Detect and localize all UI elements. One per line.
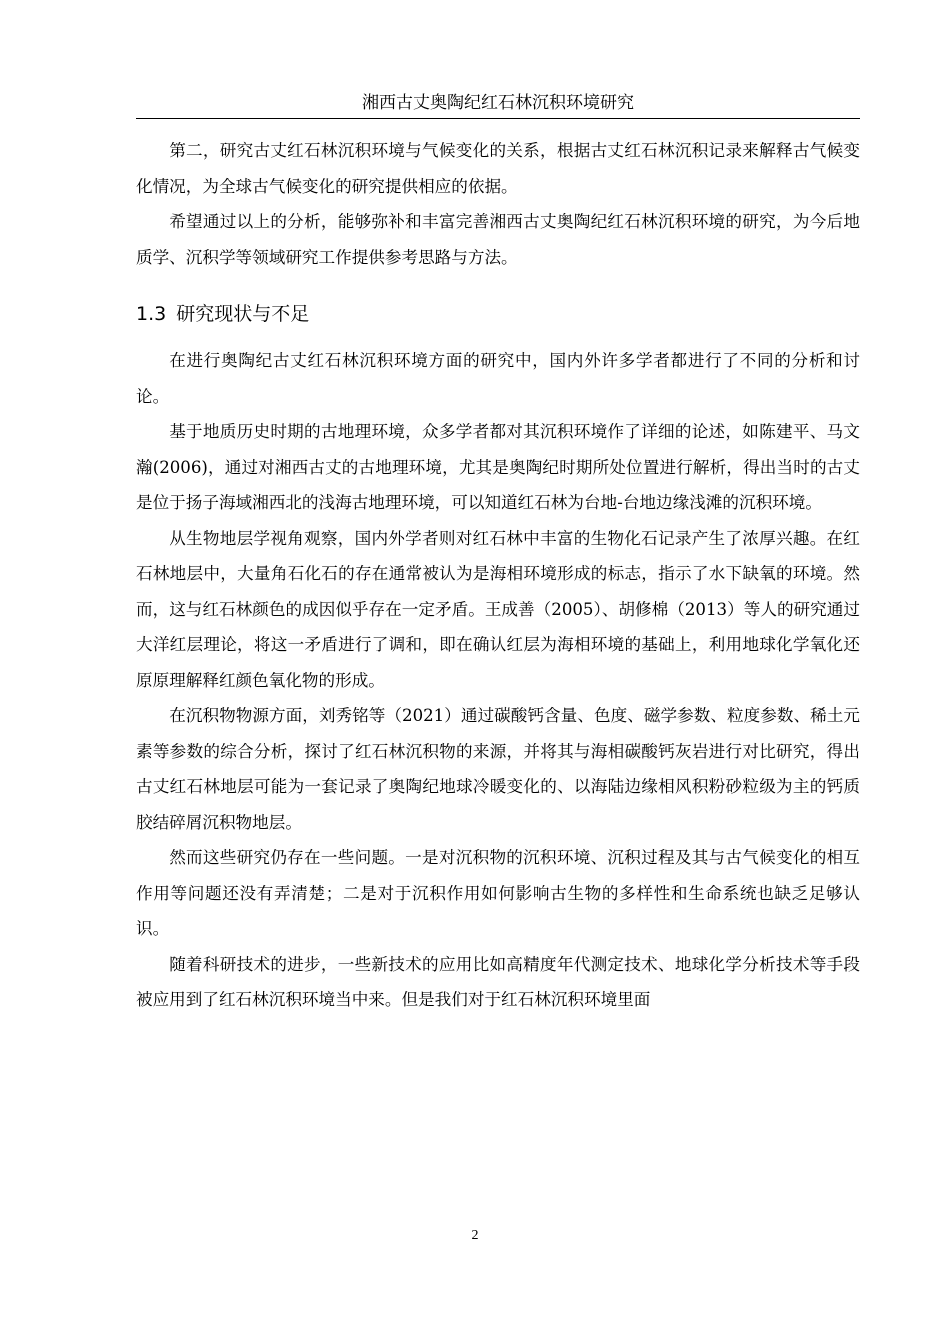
page-number: 2	[471, 1228, 479, 1243]
paragraph: 基于地质历史时期的古地理环境，众多学者都对其沉积环境作了详细的论述，如陈建平、马文瀚(2006)，通过对湘西古丈的古地理环境，尤其是奥陶纪时期所处位置进行解析，得出当时的古丈是位于扬子海域湘西北的浅海古地理环境，可以知道红石林为台地-台地边缘浅滩的沉积环境。	[136, 422, 860, 512]
paragraph: 随着科研技术的进步，一些新技术的应用比如高精度年代测定技术、地球化学分析技术等手段被应用到了红石林沉积环境当中来。但是我们对于红石林沉积环境里面	[136, 954, 860, 1009]
paragraph: 从生物地层学视角观察，国内外学者则对红石林中丰富的生物化石记录产生了浓厚兴趣。在红石林地层中，大量角石化石的存在通常被认为是海相环境形成的标志，指示了水下缺氧的环境。然而，这与红石林颜色的成因似乎存在一定矛盾。王成善（2005）、胡修棉（2013）等人的研究通过大洋红层理论，将这一矛盾进行了调和，即在确认红层为海相环境的基础上，利用地球化学氧化还原原理解释红颜色氧化物的形成。	[136, 528, 860, 690]
body-text	[136, 133, 860, 1018]
paragraph: 然而这些研究仍存在一些问题。一是对沉积物的沉积环境、沉积过程及其与古气候变化的相互作用等问题还没有弄清楚；二是对于沉积作用如何影响古生物的多样性和生命系统也缺乏足够认识。	[136, 848, 860, 938]
paragraph: 希望通过以上的分析，能够弥补和丰富完善湘西古丈奥陶纪红石林沉积环境的研究，为今后地质学、沉积学等领域研究工作提供参考思路与方法。	[136, 212, 860, 267]
paragraph: 在沉积物物源方面，刘秀铭等（2021）通过碳酸钙含量、色度、磁学参数、粒度参数、稀土元素等参数的综合分析，探讨了红石林沉积物的来源，并将其与海相碳酸钙灰岩进行对比研究，得出古丈红石林地层可能为一套记录了奥陶纪地球冷暖变化的、以海陆边缘相风积粉砂粒级为主的钙质胶结碎屑沉积物地层。	[136, 706, 860, 832]
page-footer	[0, 1226, 950, 1246]
paragraph: 第二，研究古丈红石林沉积环境与气候变化的关系，根据古丈红石林沉积记录来解释古气候变化情况，为全球古气候变化的研究提供相应的依据。	[136, 141, 860, 196]
section-title: 研究现状与不足	[176, 303, 310, 325]
section-number: 1.3	[136, 303, 167, 325]
header-title: 湘西古丈奥陶纪红石林沉积环境研究	[362, 93, 634, 113]
running-header	[136, 88, 860, 119]
paragraph: 在进行奥陶纪古丈红石林沉积环境方面的研究中，国内外许多学者都进行了不同的分析和讨论。	[136, 351, 860, 406]
section-heading	[136, 275, 860, 343]
